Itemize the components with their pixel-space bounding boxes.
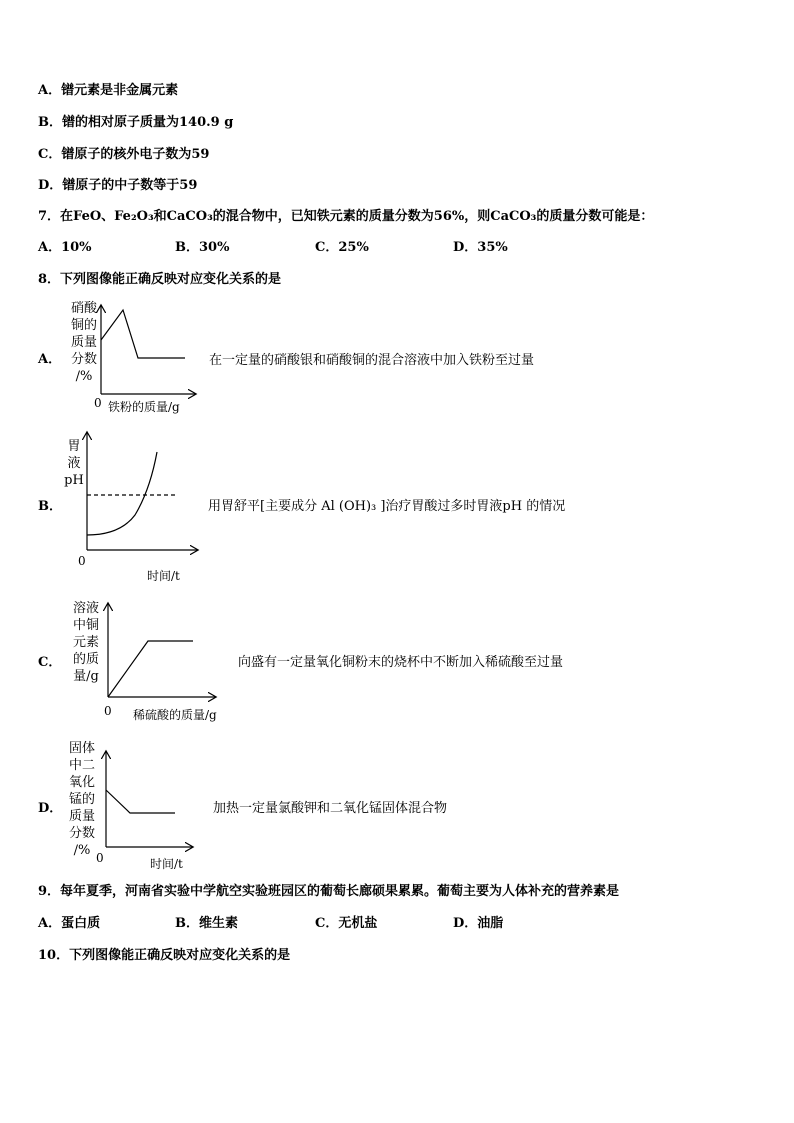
q8-d-description: 加热一定量氯酸钾和二氧化锰固体混合物: [213, 801, 448, 816]
q8-a-graph: [101, 306, 195, 394]
ylabel-line: 胃: [67, 439, 81, 454]
q8-c-origin: 0: [104, 704, 112, 718]
q9-option-b: B．维生素: [175, 916, 238, 931]
q8-a-xlabel: 铁粉的质量/g: [108, 400, 180, 414]
q7-option-b: B．30%: [175, 240, 230, 255]
ylabel-line: 锰的: [68, 792, 95, 807]
ylabel-line: 的质: [72, 652, 99, 667]
q8-c-xlabel: 稀硫酸的质量/g: [133, 708, 217, 722]
q10-stem: 10．下列图像能正确反映对应变化关系的是: [38, 948, 291, 963]
ylabel-line: 元素: [72, 635, 99, 650]
curve: [101, 310, 185, 358]
q7-option-d: D．35%: [453, 240, 508, 255]
q8-b-origin: 0: [78, 554, 86, 568]
ylabel-line: 氧化: [68, 775, 95, 790]
q8-c-description: 向盛有一定量氧化铜粉末的烧杯中不断加入稀硫酸至过量: [238, 655, 564, 670]
ylabel-line: 质量: [70, 335, 97, 350]
q6-option-c: C．镨原子的核外电子数为59: [38, 147, 210, 162]
q8-b-label: B．: [38, 499, 62, 514]
q9-option-d: D．油脂: [453, 916, 504, 931]
q8-a-origin: 0: [94, 396, 102, 410]
ylabel-line: /%: [75, 369, 93, 384]
q7-option-c: C．25%: [315, 240, 369, 255]
q9-option-c: C．无机盐: [315, 916, 378, 931]
q6-option-b: B．镨的相对原子质量为140.9 g: [38, 115, 234, 130]
ylabel-line: /%: [73, 843, 91, 858]
ylabel-line: pH: [64, 473, 84, 488]
q8-stem: 8．下列图像能正确反映对应变化关系的是: [38, 272, 282, 287]
q8-b-graph: [87, 433, 197, 550]
q7-option-a: A．10%: [38, 240, 92, 255]
q6-option-a: A．镨元素是非金属元素: [38, 83, 179, 98]
ylabel-line: 铜的: [70, 318, 97, 333]
q8-a-description: 在一定量的硝酸银和硝酸铜的混合溶液中加入铁粉至过量: [209, 353, 535, 368]
ylabel-line: 分数: [68, 826, 95, 841]
q8-a-label: A．: [38, 352, 62, 367]
ylabel-line: 硝酸: [70, 301, 97, 316]
q8-d-label: D．: [38, 801, 63, 816]
curve: [108, 641, 193, 697]
ylabel-line: 分数: [70, 352, 97, 367]
ylabel-line: 溶液: [72, 601, 99, 616]
q8-d-xlabel: 时间/t: [150, 857, 183, 871]
q7-stem: 7．在FeO、Fe₂O₃和CaCO₃的混合物中，已知铁元素的质量分数为56%，则CaCO₃的质量分数可能是：: [38, 209, 654, 224]
q8-c-graph: [108, 604, 215, 697]
ylabel-line: 中二: [68, 758, 95, 773]
q9-option-a: A．蛋白质: [38, 916, 101, 931]
q8-c-label: C．: [38, 655, 62, 670]
ylabel-line: 液: [67, 456, 81, 471]
q8-d-graph: [106, 752, 192, 847]
q8-d-origin: 0: [96, 851, 104, 865]
q9-stem: 9．每年夏季，河南省实验中学航空实验班园区的葡萄长廊硕果累累。葡萄主要为人体补充的营养素是: [38, 884, 620, 899]
ylabel-line: 固体: [68, 741, 95, 756]
ylabel-line: 质量: [68, 809, 95, 824]
q6-option-d: D．镨原子的中子数等于59: [38, 178, 198, 193]
q8-b-xlabel: 时间/t: [147, 569, 180, 583]
ylabel-line: 中铜: [72, 618, 99, 633]
curve: [87, 452, 157, 535]
q8-b-description: 用胃舒平[主要成分 Al (OH)₃ ]治疗胃酸过多时胃液pH 的情况: [208, 499, 566, 514]
ylabel-line: 量/g: [73, 669, 99, 684]
curve: [106, 790, 175, 813]
